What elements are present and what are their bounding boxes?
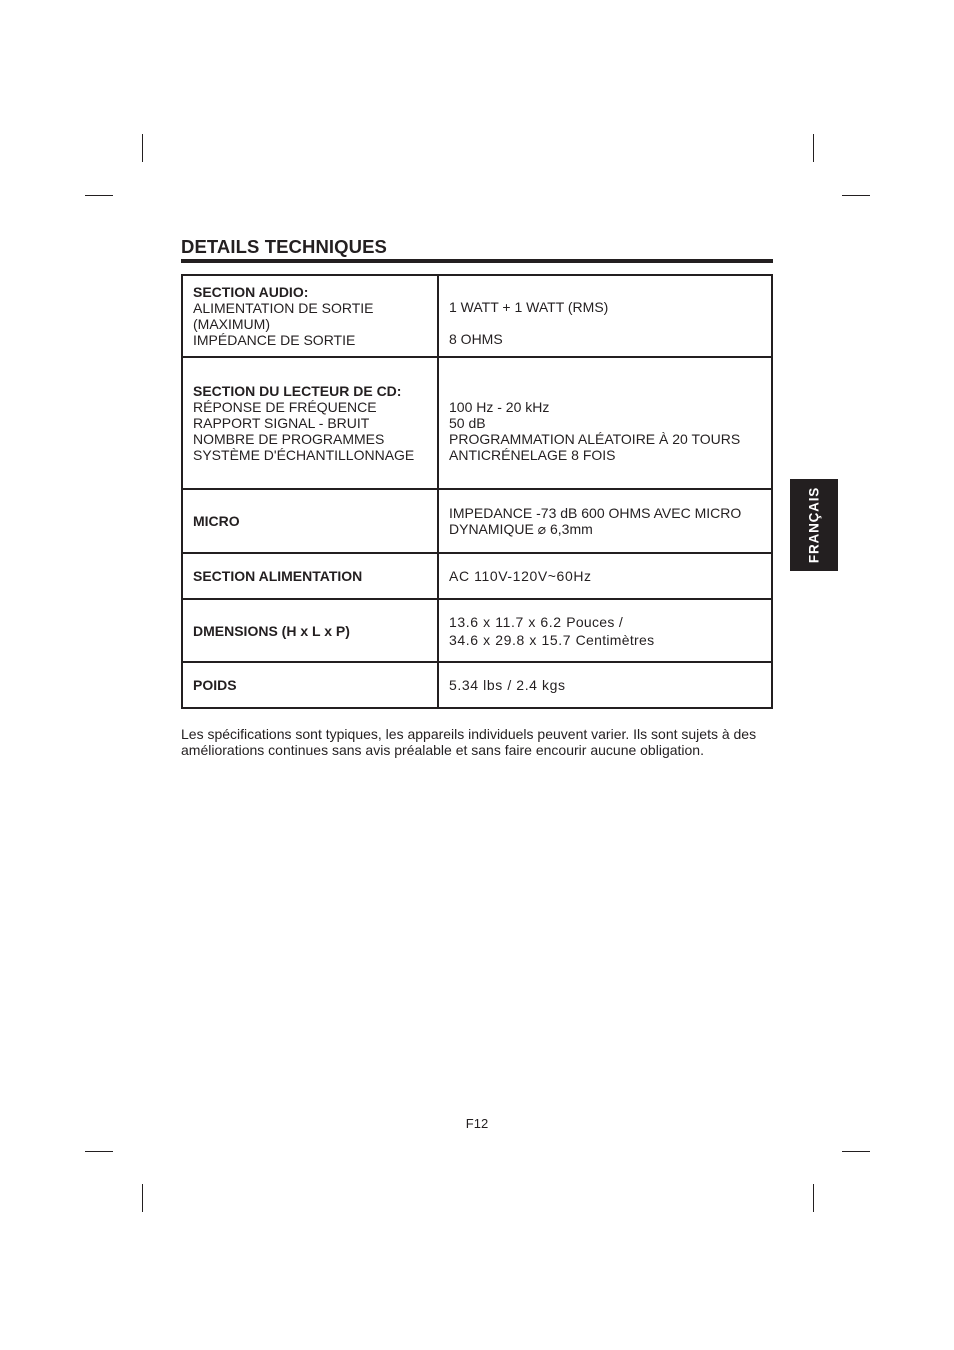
dimensions-inches-value: 13.6 x 11.7 x 6.2 bbox=[449, 613, 562, 630]
page-number: F12 bbox=[465, 1116, 489, 1131]
micro-value-cell bbox=[438, 489, 772, 553]
audio-label-cell bbox=[182, 275, 438, 357]
crop-mark-bottom-right-vertical bbox=[813, 1184, 814, 1212]
weight-value-cell: 5.34 lbs / 2.4 kgs bbox=[438, 662, 772, 708]
dimensions-cm-value: 34.6 x 29.8 x 15.7 bbox=[449, 631, 572, 648]
dimensions-label-cell: DMENSIONS (H x L x P) bbox=[182, 599, 438, 662]
crop-mark-top-left-vertical bbox=[142, 134, 143, 162]
specs-table bbox=[181, 274, 773, 709]
audio-value: 8 OHMS bbox=[449, 331, 503, 347]
crop-mark-top-right-horizontal bbox=[842, 195, 870, 196]
micro-value: IMPEDANCE -73 dB 600 OHMS AVEC MICRO bbox=[449, 505, 742, 521]
audio-value: 1 WATT + 1 WATT (RMS) bbox=[449, 299, 609, 315]
dimensions-inches bbox=[449, 614, 761, 630]
crop-mark-bottom-left-vertical bbox=[142, 1184, 143, 1212]
crop-mark-top-right-vertical bbox=[813, 134, 814, 162]
crop-mark-bottom-right-horizontal bbox=[842, 1151, 870, 1152]
table-row-audio bbox=[182, 275, 772, 357]
table-row-cd bbox=[182, 357, 772, 489]
audio-label: (MAXIMUM) bbox=[193, 316, 270, 332]
micro-value: DYNAMIQUE ⌀ 6,3mm bbox=[449, 521, 593, 537]
table-row-micro bbox=[182, 489, 772, 553]
language-side-tab bbox=[790, 479, 838, 571]
audio-label: IMPÉDANCE DE SORTIE bbox=[193, 332, 356, 348]
table-row-weight bbox=[182, 662, 772, 708]
table-row-power bbox=[182, 553, 772, 599]
dimensions-value-cell bbox=[438, 599, 772, 662]
micro-label-cell: MICRO bbox=[182, 489, 438, 553]
language-side-tab-label: FRANÇAIS bbox=[806, 486, 822, 564]
dimensions-cm-unit: Centimètres bbox=[575, 631, 655, 648]
cd-label: NOMBRE DE PROGRAMMES bbox=[193, 431, 385, 447]
weight-label-cell: POIDS bbox=[182, 662, 438, 708]
cd-value: 100 Hz - 20 kHz bbox=[449, 399, 550, 415]
cd-value: ANTICRÉNELAGE 8 FOIS bbox=[449, 447, 616, 463]
page-title: DETAILS TECHNIQUES bbox=[181, 236, 387, 257]
specifications-note: Les spécifications sont typiques, les appareils individuels peuvent varier. Ils sont sujets à des améliorations continues sans avis préalable et sans faire encourir aucune obligation. bbox=[181, 726, 757, 758]
crop-mark-bottom-left-horizontal bbox=[85, 1151, 113, 1152]
crop-mark-top-left-horizontal bbox=[85, 195, 113, 196]
power-label-cell: SECTION ALIMENTATION bbox=[182, 553, 438, 599]
power-value-cell: AC 110V-120V~60Hz bbox=[438, 553, 772, 599]
title-rule bbox=[181, 259, 773, 263]
cd-heading: SECTION DU LECTEUR DE CD: bbox=[193, 383, 402, 399]
cd-value: 50 dB bbox=[449, 415, 486, 431]
audio-heading: SECTION AUDIO: bbox=[193, 284, 309, 300]
cd-value-cell bbox=[438, 357, 772, 489]
dimensions-cm bbox=[449, 632, 761, 648]
cd-label: SYSTÈME D'ÉCHANTILLONNAGE bbox=[193, 447, 415, 463]
audio-label: ALIMENTATION DE SORTIE bbox=[193, 300, 374, 316]
cd-label: RÉPONSE DE FRÉQUENCE bbox=[193, 399, 377, 415]
cd-value: PROGRAMMATION ALÉATOIRE À 20 TOURS bbox=[449, 431, 741, 447]
cd-label-cell bbox=[182, 357, 438, 489]
dimensions-inches-unit: Pouces / bbox=[566, 613, 624, 630]
audio-value-cell bbox=[438, 275, 772, 357]
table-row-dimensions bbox=[182, 599, 772, 662]
cd-label: RAPPORT SIGNAL - BRUIT bbox=[193, 415, 370, 431]
